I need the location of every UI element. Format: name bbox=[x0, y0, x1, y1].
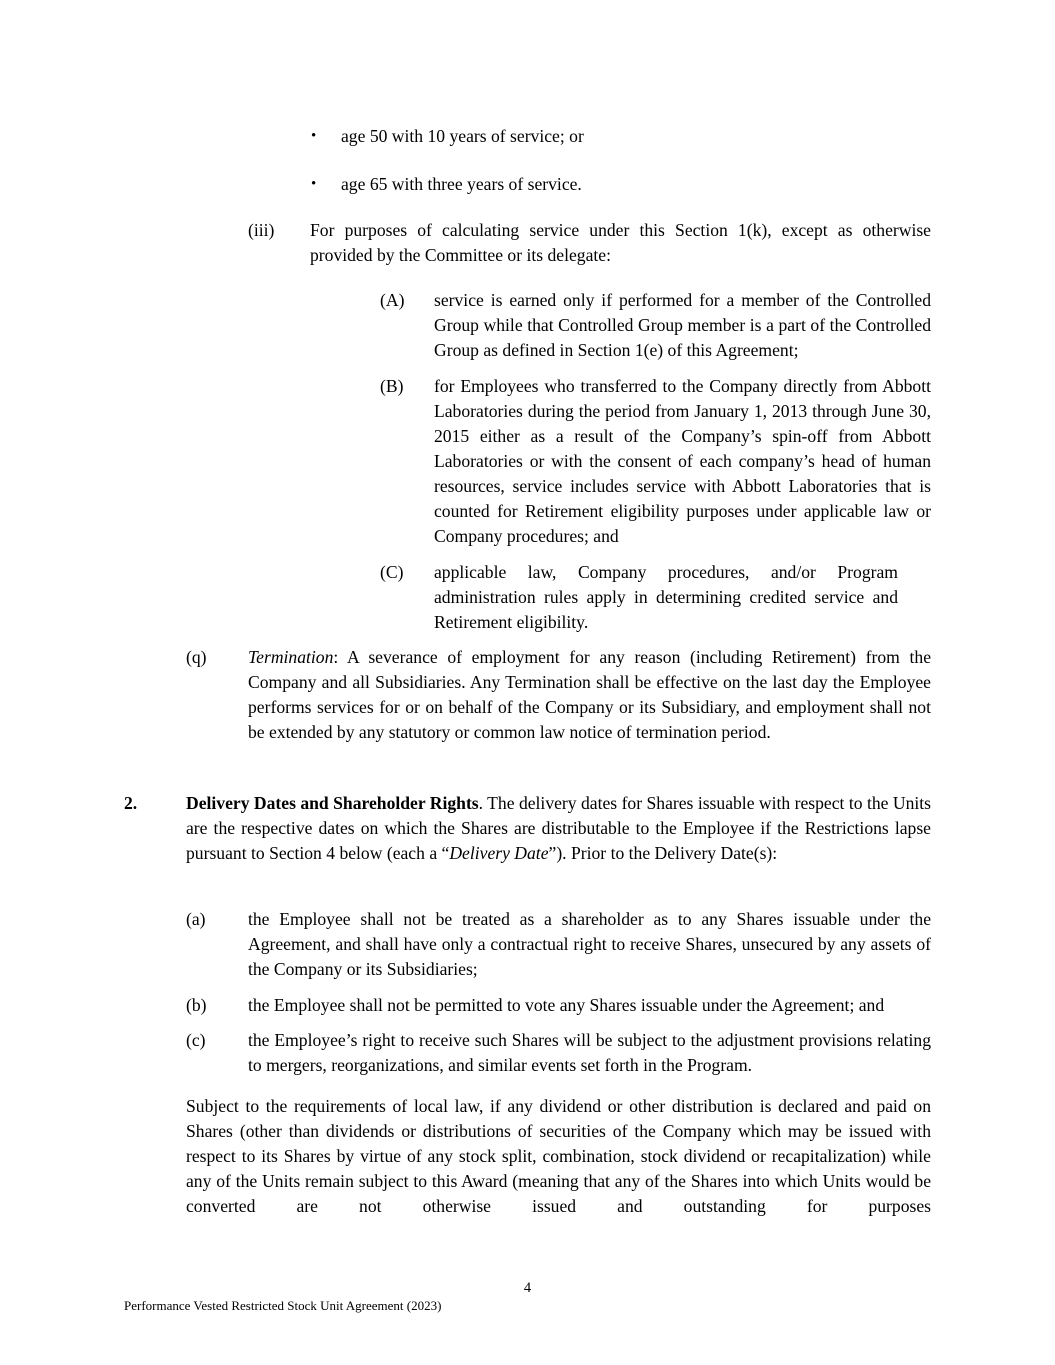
page-number: 4 bbox=[523, 1280, 532, 1296]
section-2-closing-paragraph: Subject to the requirements of local law, if any dividend or other distribution is declared and paid on Shares (other than dividends or distributions of securities of the Company which may be issued with respect to its Shares by virtue of any stock split, combination, stock dividend or recapitalization) while any of the Units remain subject to this Award (meaning that any of the Shares into which Units would be converted are not otherwise issued and outstanding for purposes bbox=[186, 1096, 931, 1216]
bullet-glyph: • bbox=[311, 176, 317, 192]
item-q-paragraph bbox=[248, 645, 931, 745]
sub-item-a-marker: (A) bbox=[380, 290, 405, 310]
item-iii-text: For purposes of calculating service under this Section 1(k), except as otherwise provided by the Committee or its delegate: bbox=[310, 220, 931, 265]
bullet-item-age-65: age 65 with three years of service. bbox=[341, 174, 582, 194]
section-2-item-c-text: the Employee’s right to receive such Shares will be subject to the adjustment provisions relating to mergers, reorganizations, and similar events set forth in the Program. bbox=[248, 1030, 931, 1075]
bullet-item-age-50: age 50 with 10 years of service; or bbox=[341, 126, 584, 146]
section-2-term: Delivery Date bbox=[449, 843, 549, 863]
section-2-heading: Delivery Dates and Shareholder Rights bbox=[186, 793, 479, 813]
sub-item-c-text: applicable law, Company procedures, and/or Program administration rules apply in determining credited service and Retirement eligibility. bbox=[434, 562, 898, 632]
section-2-item-a-marker: (a) bbox=[186, 909, 206, 929]
item-q-marker: (q) bbox=[186, 647, 207, 667]
section-2-item-b-text: the Employee shall not be permitted to vote any Shares issuable under the Agreement; and bbox=[248, 995, 885, 1015]
section-2-item-a-text: the Employee shall not be treated as a shareholder as to any Shares issuable under the Agreement, and shall have only a contractual right to receive Shares, unsecured by any assets of the Company or its Subsidiaries; bbox=[248, 909, 931, 979]
document-footer: Performance Vested Restricted Stock Unit Agreement (2023) bbox=[124, 1298, 442, 1313]
bullet-glyph: • bbox=[311, 128, 317, 144]
section-2-item-b-marker: (b) bbox=[186, 995, 207, 1015]
item-q-term: Termination bbox=[248, 647, 334, 667]
sub-item-a-text: service is earned only if performed for a member of the Controlled Group while that Controlled Group member is a part of the Controlled Group as defined in Section 1(e) of this Agreement; bbox=[434, 290, 931, 360]
section-2-number: 2. bbox=[124, 793, 138, 813]
section-2-text-1: . The delivery dates for Shares issuable with respect to the Units are the respective dates on which the Shares are distributable to the Employee if the Restrictions lapse pursuant to Section 4 below (each a “ bbox=[186, 793, 931, 863]
sub-item-b-text: for Employees who transferred to the Company directly from Abbott Laboratories during the period from January 1, 2013 through June 30, 2015 either as a result of the Company’s spin-off from Abbott Laboratories or with the consent of each company’s head of human resources, service includes service with Abbott Laboratories that is counted for Retirement eligibility purposes under applicable law or Company procedures; and bbox=[434, 376, 931, 546]
section-2-text-2: ”). Prior to the Delivery Date(s): bbox=[548, 843, 778, 863]
section-2-item-c-marker: (c) bbox=[186, 1030, 206, 1050]
item-q-text: : A severance of employment for any reason (including Retirement) from the Company and all Subsidiaries. Any Termination shall be effective on the last day the Employee performs services for or on behalf of the Company or its Subsidiary, and employment shall not be extended by any statutory or common law notice of termination period. bbox=[248, 647, 931, 742]
item-iii-marker: (iii) bbox=[248, 220, 275, 240]
sub-item-b-marker: (B) bbox=[380, 376, 404, 396]
section-2-paragraph bbox=[186, 791, 931, 866]
sub-item-c-marker: (C) bbox=[380, 562, 404, 582]
